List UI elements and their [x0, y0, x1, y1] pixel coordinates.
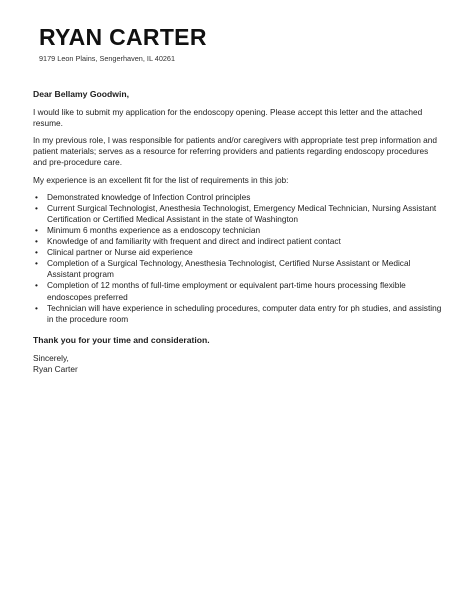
- closing: Sincerely,: [33, 352, 69, 363]
- salutation: Dear Bellamy Goodwin,: [33, 89, 129, 99]
- paragraph-intro: I would like to submit my application for the endoscopy opening. Please accept this letter and the attached resume.: [33, 107, 423, 129]
- thanks-line: Thank you for your time and consideration.: [33, 334, 210, 345]
- list-item: • Demonstrated knowledge of Infection Control principles: [47, 192, 443, 203]
- signature: Ryan Carter: [33, 363, 78, 374]
- list-item: • Knowledge of and familiarity with frequent and direct and indirect patient contact: [47, 236, 443, 247]
- applicant-name: RYAN CARTER: [39, 24, 207, 50]
- letter-body: [33, 89, 443, 375]
- paragraph-experience: In my previous role, I was responsible for patients and/or caregivers with appropriate test prep information and patient materials; serves as a resource for referring providers and patients regarding endoscopy procedures and pre-procedure care.: [33, 135, 437, 168]
- list-item: • Clinical partner or Nurse aid experience: [47, 247, 443, 258]
- list-item: • Minimum 6 months experience as a endoscopy technician: [47, 225, 443, 236]
- list-item: • Technician will have experience in scheduling procedures, computer data entry for ph studies, and assisting in the procedure room: [47, 303, 443, 325]
- list-item: • Completion of a Surgical Technology, Anesthesia Technologist, Certified Nurse Assistant or Medical Assistant program: [47, 258, 443, 280]
- paragraph-requirements-intro: My experience is an excellent fit for the list of requirements in this job:: [33, 174, 289, 185]
- applicant-address: 9179 Leon Plains, Sengerhaven, IL 40261: [39, 54, 176, 63]
- list-item: • Completion of 12 months of full-time employment or equivalent part-time hours processing flexible endoscopes preferred: [47, 280, 443, 302]
- list-item: • Current Surgical Technologist, Anesthesia Technologist, Emergency Medical Technician, Nursing Assistant Certification or Certified Medical Assistant in the state of Washington: [47, 203, 443, 225]
- requirements-list: [33, 192, 443, 325]
